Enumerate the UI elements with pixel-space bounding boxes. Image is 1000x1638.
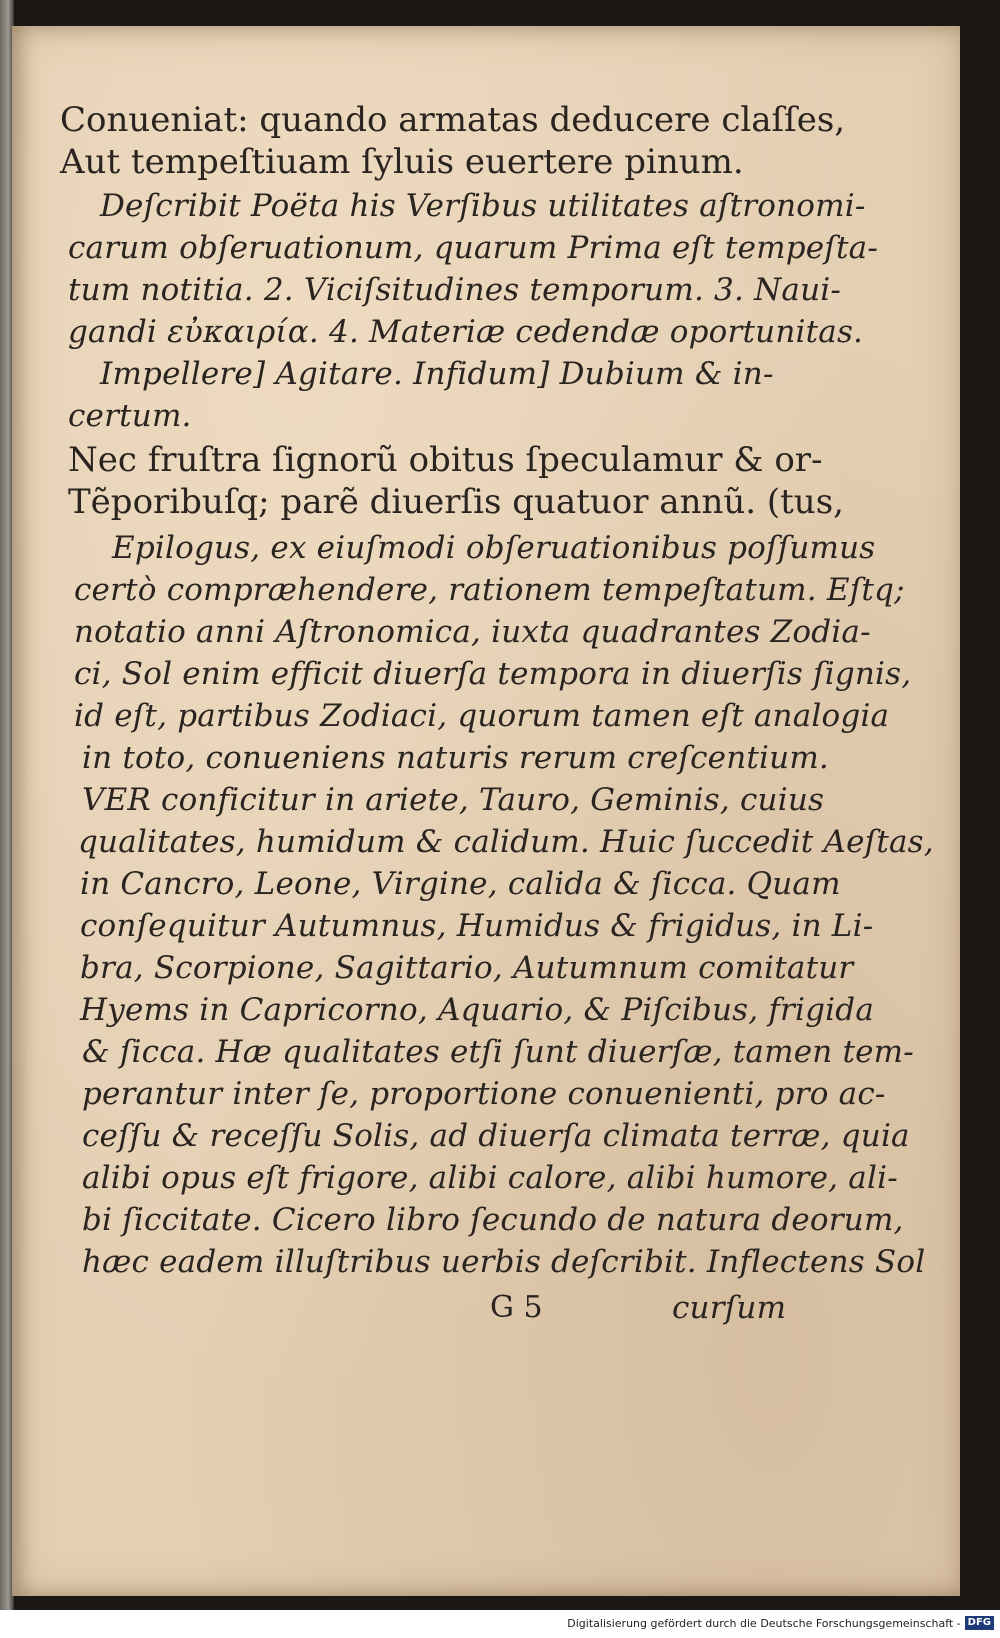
commentary-line: & ſicca. Hæ qualitates etſi ſunt diuerſæ, tamen tem- bbox=[82, 1034, 914, 1070]
commentary-line: bi ſiccitate. Cicero libro ſecundo de natura deorum, bbox=[82, 1202, 904, 1238]
verse-line: Aut tempeſtiuam ſyluis euertere pinum. bbox=[60, 142, 744, 182]
commentary-line: notatio anni Aſtronomica, iuxta quadrantes Zodia- bbox=[74, 614, 871, 650]
commentary-line: tum notitia. 2. Viciſsitudines temporum. 3. Naui- bbox=[68, 272, 842, 308]
credit-text: Digitalisierung gefördert durch die Deutsche Forschungsgemeinschaft - bbox=[567, 1616, 961, 1630]
gloss-line: Impellere] Agitare. Infidum] Dubium & in- bbox=[100, 356, 774, 392]
dfg-logo: DFG bbox=[965, 1616, 994, 1630]
commentary-line: bra, Scorpione, Sagittario, Autumnum comitatur bbox=[80, 950, 854, 986]
gloss-line: certum. bbox=[68, 398, 192, 434]
digitization-credit bbox=[567, 1616, 994, 1630]
commentary-line: hæc eadem illuſtribus uerbis deſcribit. Inflectens Sol bbox=[82, 1244, 926, 1280]
commentary-line: gandi εὐκαιρία. 4. Materiæ cedendæ oportunitas. bbox=[68, 314, 864, 350]
commentary-line: carum obſeruationum, quarum Prima eſt tempeſta- bbox=[68, 230, 878, 266]
signature-mark: G 5 bbox=[490, 1290, 543, 1325]
commentary-line: in toto, conueniens naturis rerum creſcentium. bbox=[82, 740, 829, 776]
commentary-line: ceſſu & receſſu Solis, ad diuerſa climata terræ, quia bbox=[82, 1118, 910, 1154]
commentary-line: VER conficitur in ariete, Tauro, Geminis, cuius bbox=[82, 782, 825, 818]
commentary-line: Hyems in Capricorno, Aquario, & Piſcibus, frigida bbox=[80, 992, 875, 1028]
commentary-line: in Cancro, Leone, Virgine, calida & ſicca. Quam bbox=[80, 866, 841, 902]
commentary-line: ci, Sol enim efficit diuerſa tempora in diuerſis ſignis, bbox=[74, 656, 912, 692]
verse-line: Conueniat: quando armatas deducere claſſes, bbox=[60, 100, 846, 140]
book-page bbox=[12, 26, 960, 1596]
commentary-line: id eſt, partibus Zodiaci, quorum tamen eſt analogia bbox=[74, 698, 890, 734]
commentary-line: alibi opus eſt frigore, alibi calore, alibi humore, ali- bbox=[82, 1160, 898, 1196]
verse-line: Nec fruſtra ſignorũ obitus ſpeculamur & or- bbox=[68, 440, 823, 480]
commentary-line: perantur inter ſe, proportione conuenienti, pro ac- bbox=[82, 1076, 886, 1112]
commentary-line: qualitates, humidum & calidum. Huic ſuccedit Aeſtas, bbox=[78, 824, 934, 860]
commentary-line: Epilogus, ex eiuſmodi obſeruationibus poſſumus bbox=[112, 530, 876, 566]
commentary-line: Deſcribit Poëta his Verſibus utilitates aſtronomi- bbox=[100, 188, 866, 224]
commentary-line: certò compræhendere, rationem tempeſtatum. Eſtq; bbox=[74, 572, 905, 608]
verse-line: Tẽporibuſq; parẽ diuerſis quatuor annũ. (tus, bbox=[68, 482, 844, 522]
commentary-line: conſequitur Autumnus, Humidus & frigidus, in Li- bbox=[80, 908, 874, 944]
catchword: curſum bbox=[672, 1290, 787, 1326]
